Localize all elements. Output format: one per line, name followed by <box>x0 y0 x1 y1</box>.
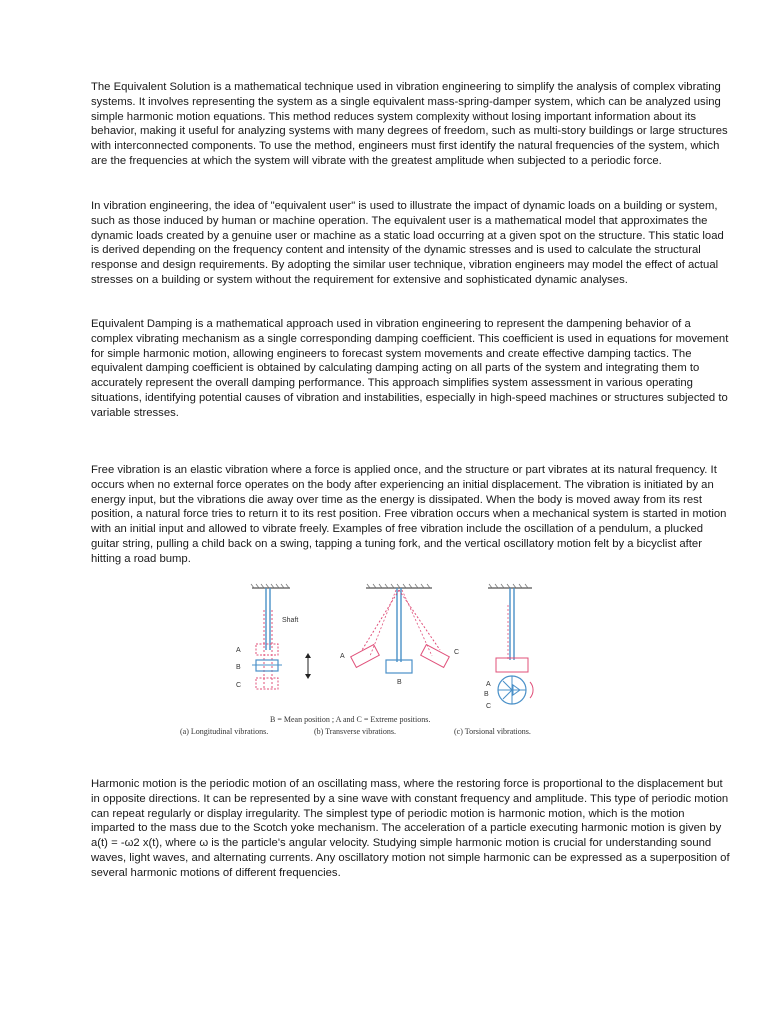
position-a-label: A <box>486 681 491 688</box>
vibration-types-figure <box>170 580 610 745</box>
caption-longitudinal: (a) Longitudinal vibrations. <box>180 727 269 736</box>
figure-legend: B = Mean position ; A and C = Extreme positions. <box>270 715 431 724</box>
paragraph-harmonic-motion: Harmonic motion is the periodic motion of an oscillating mass, where the restoring force is proportional to the displacement but in opposite directions. It can be represented by a sine wave with constant frequency and amplitude. This type of periodic motion can repeat regularly or display irregularity. The simplest type of periodic motion is harmonic motion, which is the motion imparted to the mass due to the Scotch yoke mechanism. The acceleration of a particle executing harmonic motion is given by a(t) = -ω2 x(t), where ω is the particle's angular velocity. Studying simple harmonic motion is crucial for understanding sound waves, light waves, and alternating currents. Any oscillatory motion not simple harmonic can be expressed as a superposition of several harmonic motions of different frequencies. <box>91 778 730 879</box>
position-b-label: B <box>397 679 402 686</box>
caption-torsional: (c) Torsional vibrations. <box>454 727 531 736</box>
paragraph-free-vibration: Free vibration is an elastic vibration where a force is applied once, and the structure or part vibrates at its natural frequency. It occurs when no external force operates on the body after experiencing an initial displacement. The vibration is initiated by an energy input, but the vibrations die away over time as the energy is dissipated. When the body is moved away from its rest position, a natural force tries to return it to its rest position. Free vibration occurs when a mechanical system is started in motion with an initial input and allowed to vibrate freely. Examples of free vibration include the oscillation of a pendulum, a plucked guitar string, pulling a child back on a swing, tapping a tuning fork, and the vertical oscillatory motion felt by a bicyclist after hitting a road bump. <box>91 464 727 565</box>
paragraph-equivalent-damping: Equivalent Damping is a mathematical approach used in vibration engineering to represent the dampening behavior of a complex vibrating mechanism as a single corresponding damping coefficient. This coefficient is used in equations for movement for simple harmonic motion, allowing engineers to forecast system movements and create effective damping tactics. The equivalent damping coefficient is obtained by calculating damping acting on all parts of the system and integrating them to accurately represent the overall damping performance. This approach simplifies system assessment in various operating situations, identifying potential causes of vibration and instabilities, especially in high-speed machines or structures subjected to variable stresses. <box>91 318 729 419</box>
torsional-vibration-diagram <box>484 584 533 710</box>
transverse-vibration-diagram <box>340 584 459 686</box>
position-b-label: B <box>236 664 241 671</box>
longitudinal-vibration-diagram <box>236 584 311 690</box>
position-a-label: A <box>236 647 241 654</box>
position-b-label: B <box>484 691 489 698</box>
position-c-label: C <box>454 649 460 656</box>
vibration-diagram <box>170 580 610 745</box>
paragraph-equivalent-user: In vibration engineering, the idea of "equivalent user" is used to illustrate the impact of dynamic loads on a building or system, such as those induced by human or machine operation. The equivalent user is a mathematical model that approximates the dynamic loads created by a genuine user or machine as a static load occurring at a given spot on the structure. This static load is derived depending on the frequency content and intensity of the dynamic stresses and is used to calculate the structural response and design requirements. By adopting the similar user technique, vibration engineers may model the effect of actual stresses on a building or system without the requirement for extensive and sophisticated dynamic analyses. <box>91 200 724 286</box>
paragraph-equivalent-solution: The Equivalent Solution is a mathematical technique used in vibration engineering to simplify the analysis of complex vibrating systems. It involves representing the system as a single equivalent mass-spring-damper system, which can be analyzed using simple harmonic motion equations. This method reduces system complexity without losing important information about its behavior, making it useful for analyzing systems with many degrees of freedom, such as multi-story buildings or large structures with interconnected components. To use the method, engineers must first identify the natural frequencies of the system, which are the frequencies at which the system will vibrate with the greatest amplitude when subjected to a periodic force. <box>91 81 728 167</box>
position-c-label: C <box>236 682 242 689</box>
shaft-label: Shaft <box>282 617 299 624</box>
position-a-label: A <box>340 653 345 660</box>
caption-transverse: (b) Transverse vibrations. <box>314 727 396 736</box>
position-c-label: C <box>486 703 492 710</box>
